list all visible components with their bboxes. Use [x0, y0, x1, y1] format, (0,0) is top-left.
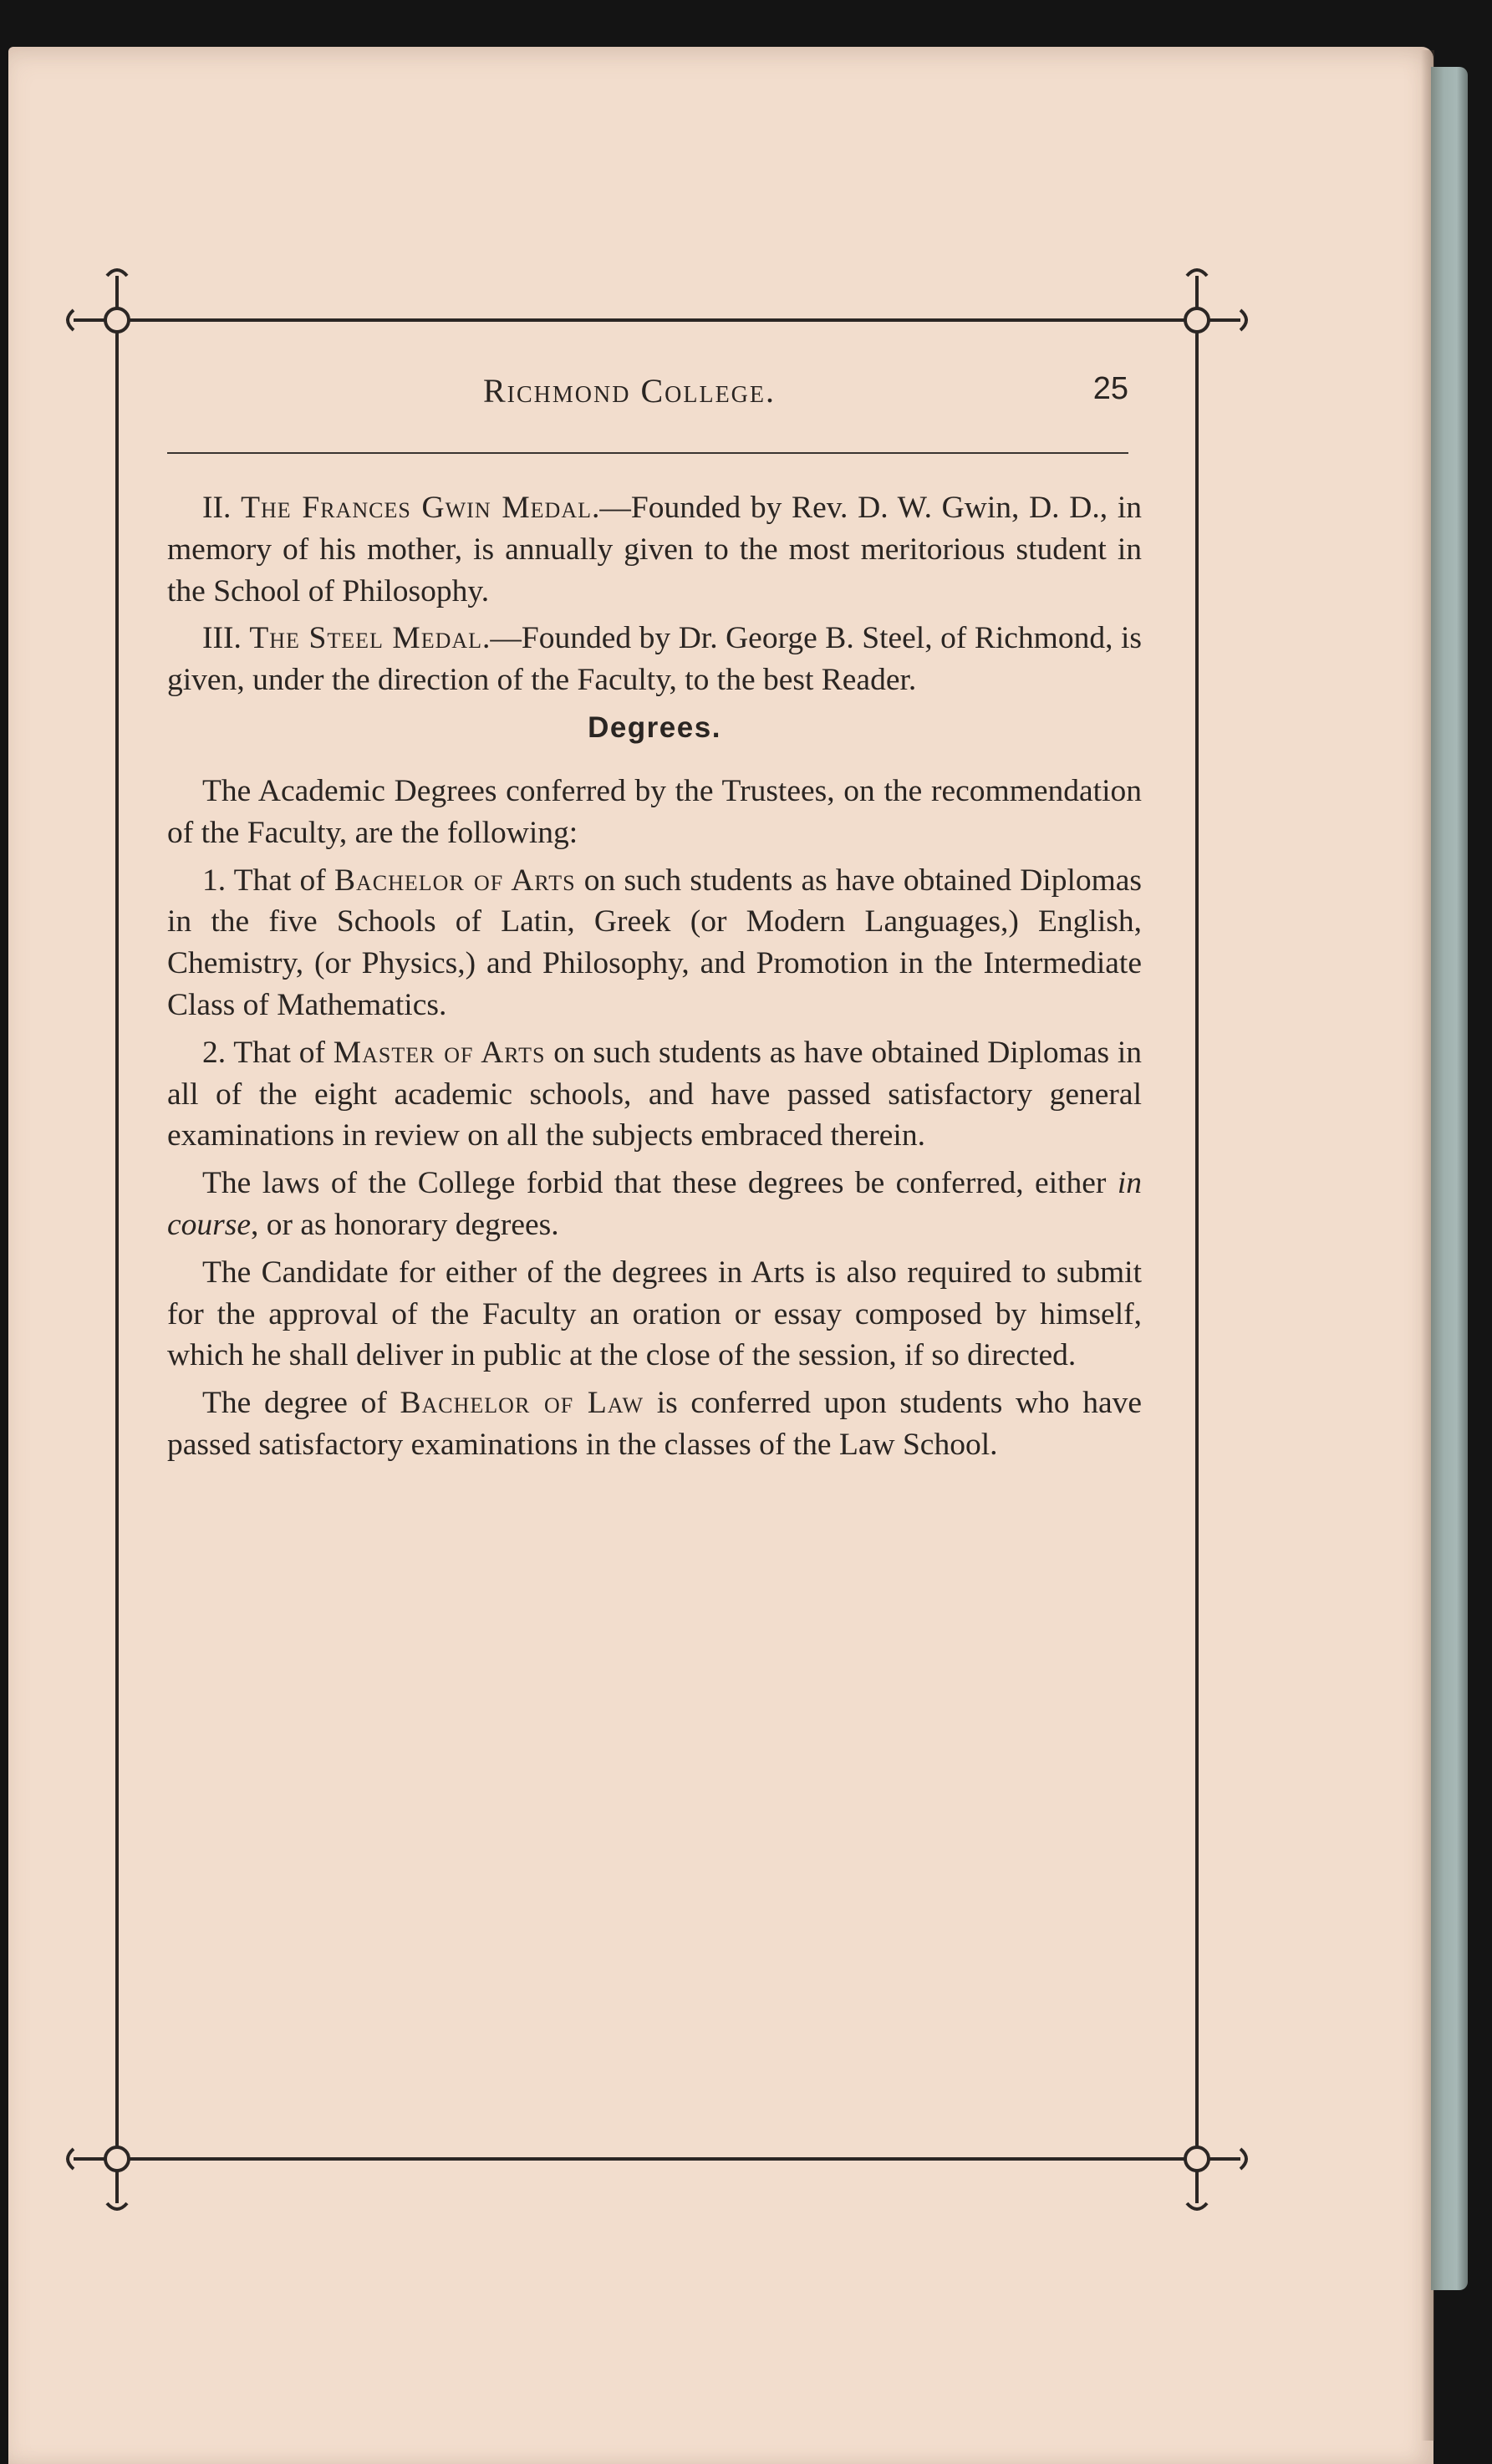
page-header: [167, 361, 1128, 420]
corner-ornament-top-right: [1185, 270, 1246, 332]
paragraph-text: , or as honorary degrees.: [250, 1207, 559, 1242]
header-rule: [167, 452, 1128, 454]
section-numeral: III.: [202, 621, 242, 656]
paragraph-text: .—Founded by Rev. D. W. Gwin, D. D., in memory of his mother, is annually given to the most meritorious student in the School of Philosophy.: [167, 491, 1143, 608]
degree-name: Bachelor of Law: [400, 1386, 644, 1421]
degree-name: Master of Arts: [333, 1035, 546, 1070]
paragraph-text: is conferred upon students who have passed satisfactory examinations in the classes of the Law School.: [167, 1386, 1143, 1462]
paragraph-candidate: The Candidate for either of the degrees in Arts is also required to submit for the approval of the Faculty an oration or essay composed by himself, which he shall deliver in public at the close of the session, if so directed.: [167, 1255, 1142, 1373]
paragraph-text: .—Founded by Dr. George B. Steel, of Richmond, is given, under the direction of the Faculty, to the best Reader.: [167, 621, 1143, 698]
corner-ornament-bottom-right: [1185, 2147, 1246, 2209]
item-text: on such students as have obtained Diplomas in the five Schools of Latin, Greek (or Modern Languages,) English, Chemistry, (or Physics,) and Philosophy, and Promotion in the Intermediate Class of Mathematics.: [167, 863, 1143, 1022]
degree-name: Bachelor of Arts: [334, 863, 576, 898]
page-body: [167, 487, 1142, 1472]
item-text: on such students as have obtained Diplomas in all of the eight academic schools, and have passed satisfactory general examinations in review on all the subjects embraced therein.: [167, 1035, 1143, 1153]
paragraph-frances-gwin-medal: [167, 487, 1142, 612]
section-heading-degrees: Degrees.: [588, 710, 721, 744]
medal-title: The Frances Gwin Medal: [241, 491, 592, 525]
item-number: 1.: [202, 863, 227, 898]
paragraph-text: The laws of the College forbid that these degrees be conferred, either: [202, 1166, 1107, 1201]
paragraph-steel-medal: [167, 618, 1142, 701]
item-text: That of: [233, 1035, 325, 1070]
list-item-bachelor-of-arts: [167, 860, 1142, 1026]
italic-phrase: in course: [167, 1166, 1142, 1242]
running-title: Richmond College.: [483, 372, 776, 410]
item-text: That of: [233, 863, 326, 898]
item-number: 2.: [202, 1035, 227, 1070]
paragraph-laws: [167, 1163, 1142, 1246]
corner-ornament-bottom-left: [68, 2147, 129, 2209]
paragraph-intro: The Academic Degrees conferred by the Trustees, on the recommendation of the Faculty, are the following:: [167, 773, 1142, 850]
medal-title: The Steel Medal: [249, 621, 483, 656]
paragraph-law-degree: [167, 1382, 1142, 1466]
list-item-master-of-arts: [167, 1032, 1142, 1157]
section-numeral: II.: [202, 491, 232, 525]
page-number: 25: [1092, 371, 1128, 406]
paragraph-text: The degree of: [202, 1386, 387, 1421]
corner-ornament-top-left: [68, 270, 129, 332]
